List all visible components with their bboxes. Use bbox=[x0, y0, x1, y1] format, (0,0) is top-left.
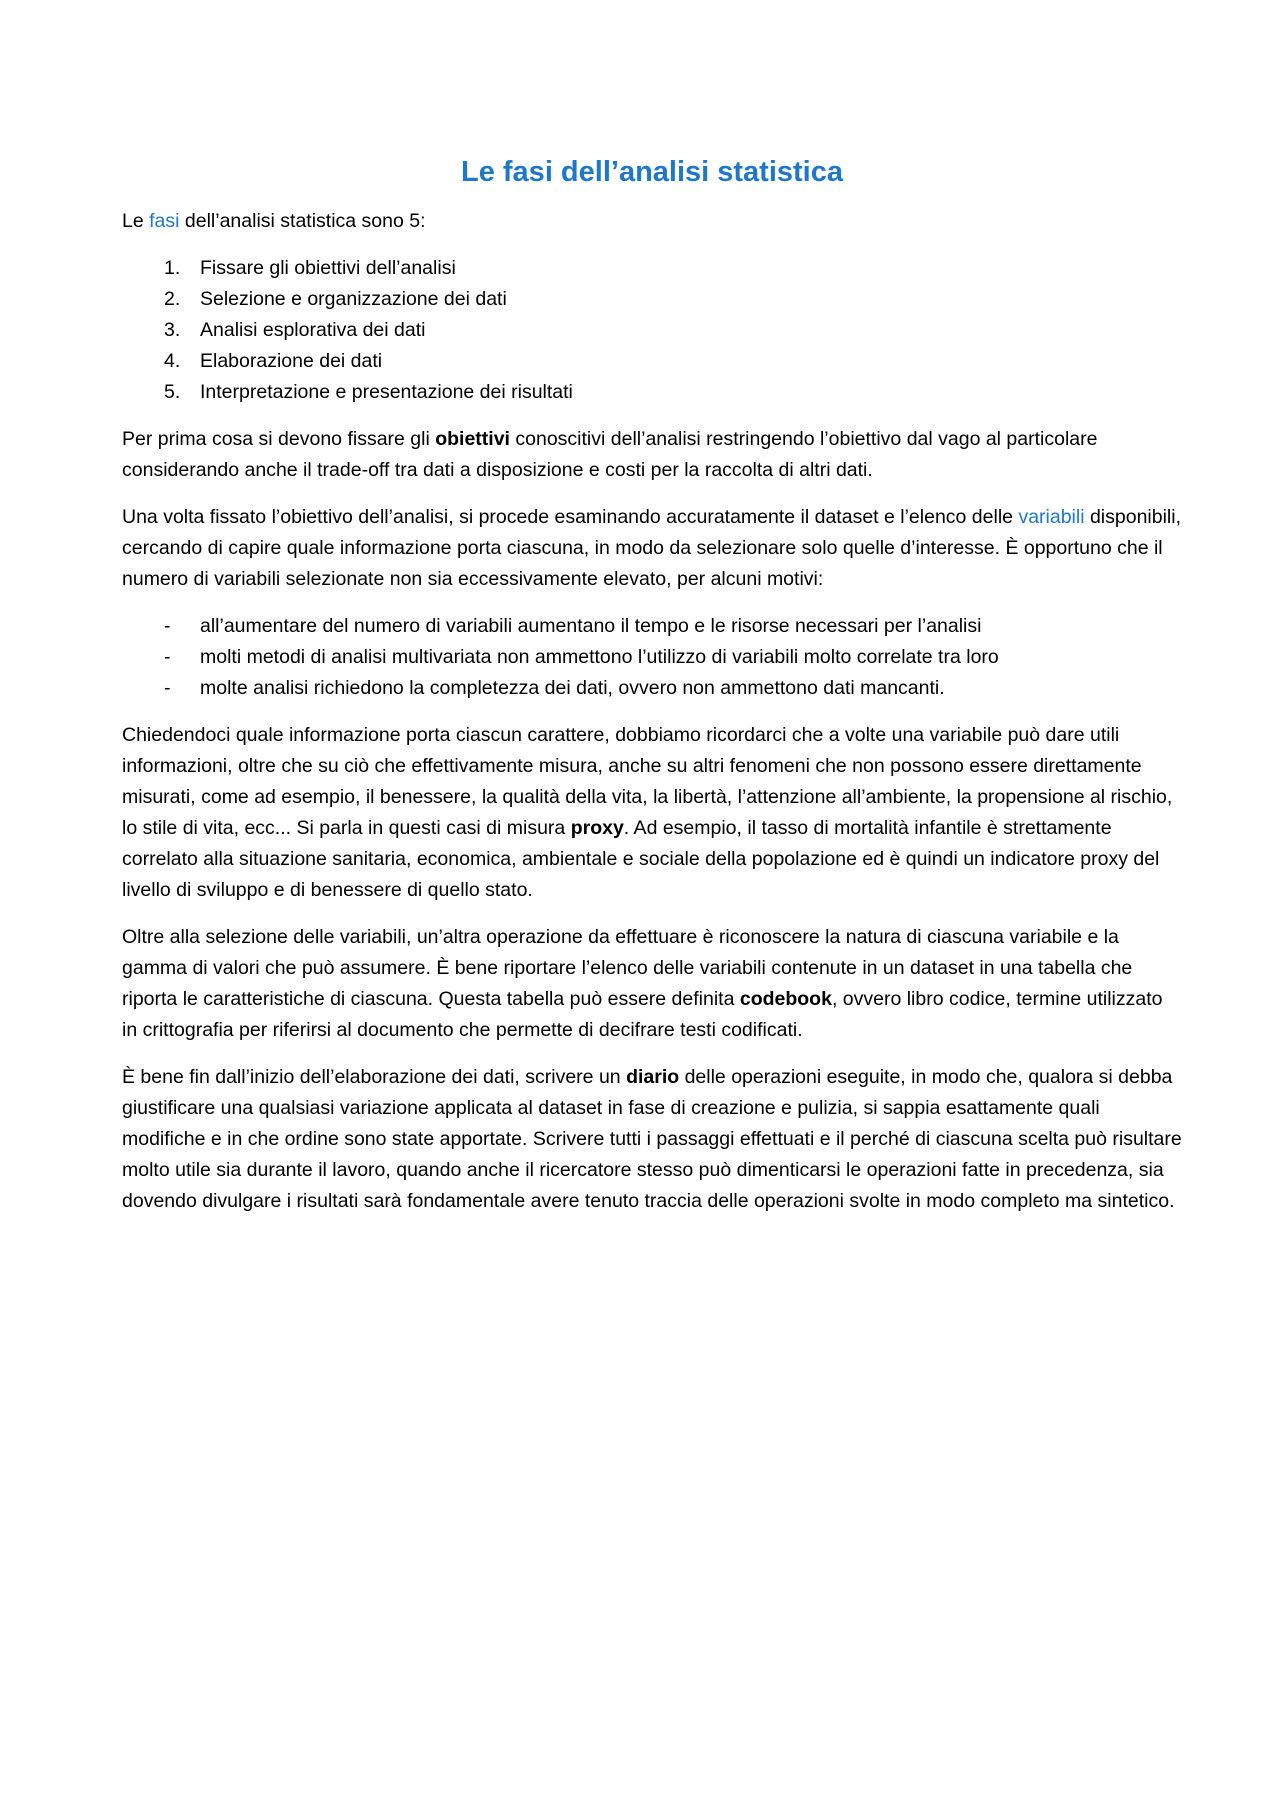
paragraph-text: , ovvero libro codice, termine utilizzato in crittografia per riferirsi al documento che permette di decifrare testi codificati. bbox=[122, 988, 1163, 1041]
fasi-link[interactable]: fasi bbox=[149, 210, 180, 232]
list-dash: - bbox=[164, 646, 171, 668]
list-number: 3. bbox=[164, 319, 181, 341]
list-item bbox=[122, 377, 1182, 408]
proxy-paragraph bbox=[122, 720, 1182, 906]
phases-list bbox=[122, 253, 1182, 408]
paragraph-text: Oltre alla selezione delle variabili, un’altra operazione da effettuare è riconoscere la natura di ciascuna variabile e la gamma di valori che può assumere. È bene riportare l’elenco delle variabili contenute in un dataset in una tabella che riporta le caratteristiche di ciascuna. Questa tabella può essere definita bbox=[122, 926, 1133, 1010]
list-item-text: Fissare gli obiettivi dell’analisi bbox=[200, 257, 456, 279]
intro-before: Le bbox=[122, 210, 150, 232]
variabili-link[interactable]: variabili bbox=[1018, 506, 1085, 528]
variables-paragraph bbox=[122, 502, 1182, 595]
document-page bbox=[122, 152, 1182, 1233]
paragraph-text: delle operazioni eseguite, in modo che, qualora si debba giustificare una qualsiasi variazione applicata al dataset in fase di creazione e pulizia, si sappia esattamente quali modifiche e in che ordine sono state apportate. Scrivere tutti i passaggi effettuati e il perché di ciascuna scelta può risultare molto utile sia durante il lavoro, quando anche il ricercatore stesso può dimenticarsi le operazioni fatte in precedenza, sia dovendo divulgare i risultati sarà fondamentale avere tenuto traccia delle operazioni svolte in modo completo ma sintetico. bbox=[122, 1066, 1182, 1212]
list-item bbox=[122, 673, 1182, 704]
paragraph-text: Una volta fissato l’obiettivo dell’analisi, si procede esaminando accuratamente il dataset e l’elenco delle bbox=[122, 506, 1019, 528]
page-title: Le fasi dell’analisi statistica bbox=[461, 156, 843, 188]
list-item-text: all’aumentare del numero di variabili aumentano il tempo e le risorse necessari per l’analisi bbox=[200, 615, 982, 637]
bold-term-obiettivi: obiettivi bbox=[435, 428, 510, 450]
list-item-text: Interpretazione e presentazione dei risultati bbox=[200, 381, 573, 403]
bold-term-diario: diario bbox=[626, 1066, 680, 1088]
intro-after: dell’analisi statistica sono 5: bbox=[179, 210, 426, 232]
list-dash: - bbox=[164, 677, 171, 699]
list-item-text: Elaborazione dei dati bbox=[200, 350, 383, 372]
paragraph-text: disponibili, cercando di capire quale informazione porta ciascuna, in modo da selezionare solo quelle d’interesse. È opportuno che il numero di variabili selezionate non sia eccessivamente elevato, per alcuni motivi: bbox=[122, 506, 1182, 590]
paragraph-text: È bene fin dall’inizio dell’elaborazione dei dati, scrivere un bbox=[122, 1066, 627, 1088]
codebook-paragraph bbox=[122, 922, 1182, 1046]
list-dash: - bbox=[164, 615, 171, 637]
paragraph-text: . Ad esempio, il tasso di mortalità infantile è strettamente correlato alla situazione sanitaria, economica, ambientale e sociale della popolazione ed è quindi un indicatore proxy del livello di sviluppo e di benessere di quello stato. bbox=[122, 817, 1160, 901]
list-item bbox=[122, 253, 1182, 284]
bold-term-codebook: codebook bbox=[739, 988, 832, 1010]
list-item bbox=[122, 611, 1182, 642]
list-item-text: Analisi esplorativa dei dati bbox=[200, 319, 426, 341]
objectives-paragraph bbox=[122, 424, 1182, 486]
paragraph-text: Per prima cosa si devono fissare gli bbox=[122, 428, 436, 450]
list-item bbox=[122, 346, 1182, 377]
intro-paragraph bbox=[122, 206, 1182, 237]
bold-term-proxy: proxy bbox=[570, 817, 624, 839]
list-number: 2. bbox=[164, 288, 181, 310]
reasons-list bbox=[122, 611, 1182, 704]
list-item-text: Selezione e organizzazione dei dati bbox=[200, 288, 507, 310]
diary-paragraph bbox=[122, 1062, 1182, 1217]
list-number: 1. bbox=[164, 257, 181, 279]
list-number: 4. bbox=[164, 350, 181, 372]
paragraph-text: conoscitivi dell’analisi restringendo l’obiettivo dal vago al particolare considerando anche il trade-off tra dati a disposizione e costi per la raccolta di altri dati. bbox=[122, 428, 1098, 481]
list-item bbox=[122, 284, 1182, 315]
list-item-text: molte analisi richiedono la completezza dei dati, ovvero non ammettono dati mancanti. bbox=[200, 677, 945, 699]
list-item bbox=[122, 642, 1182, 673]
list-item-text: molti metodi di analisi multivariata non ammettono l’utilizzo di variabili molto correlate tra loro bbox=[200, 646, 999, 668]
paragraph-text: Chiedendoci quale informazione porta ciascun carattere, dobbiamo ricordarci che a volte una variabile può dare utili informazioni, oltre che su ciò che effettivamente misura, anche su altri fenomeni che non possono essere direttamente misurati, come ad esempio, il benessere, la qualità della vita, la libertà, l’attenzione all’ambiente, la propensione al rischio, lo stile di vita, ecc... Si parla in questi casi di misura bbox=[122, 724, 1173, 839]
list-number: 5. bbox=[164, 381, 181, 403]
list-item bbox=[122, 315, 1182, 346]
